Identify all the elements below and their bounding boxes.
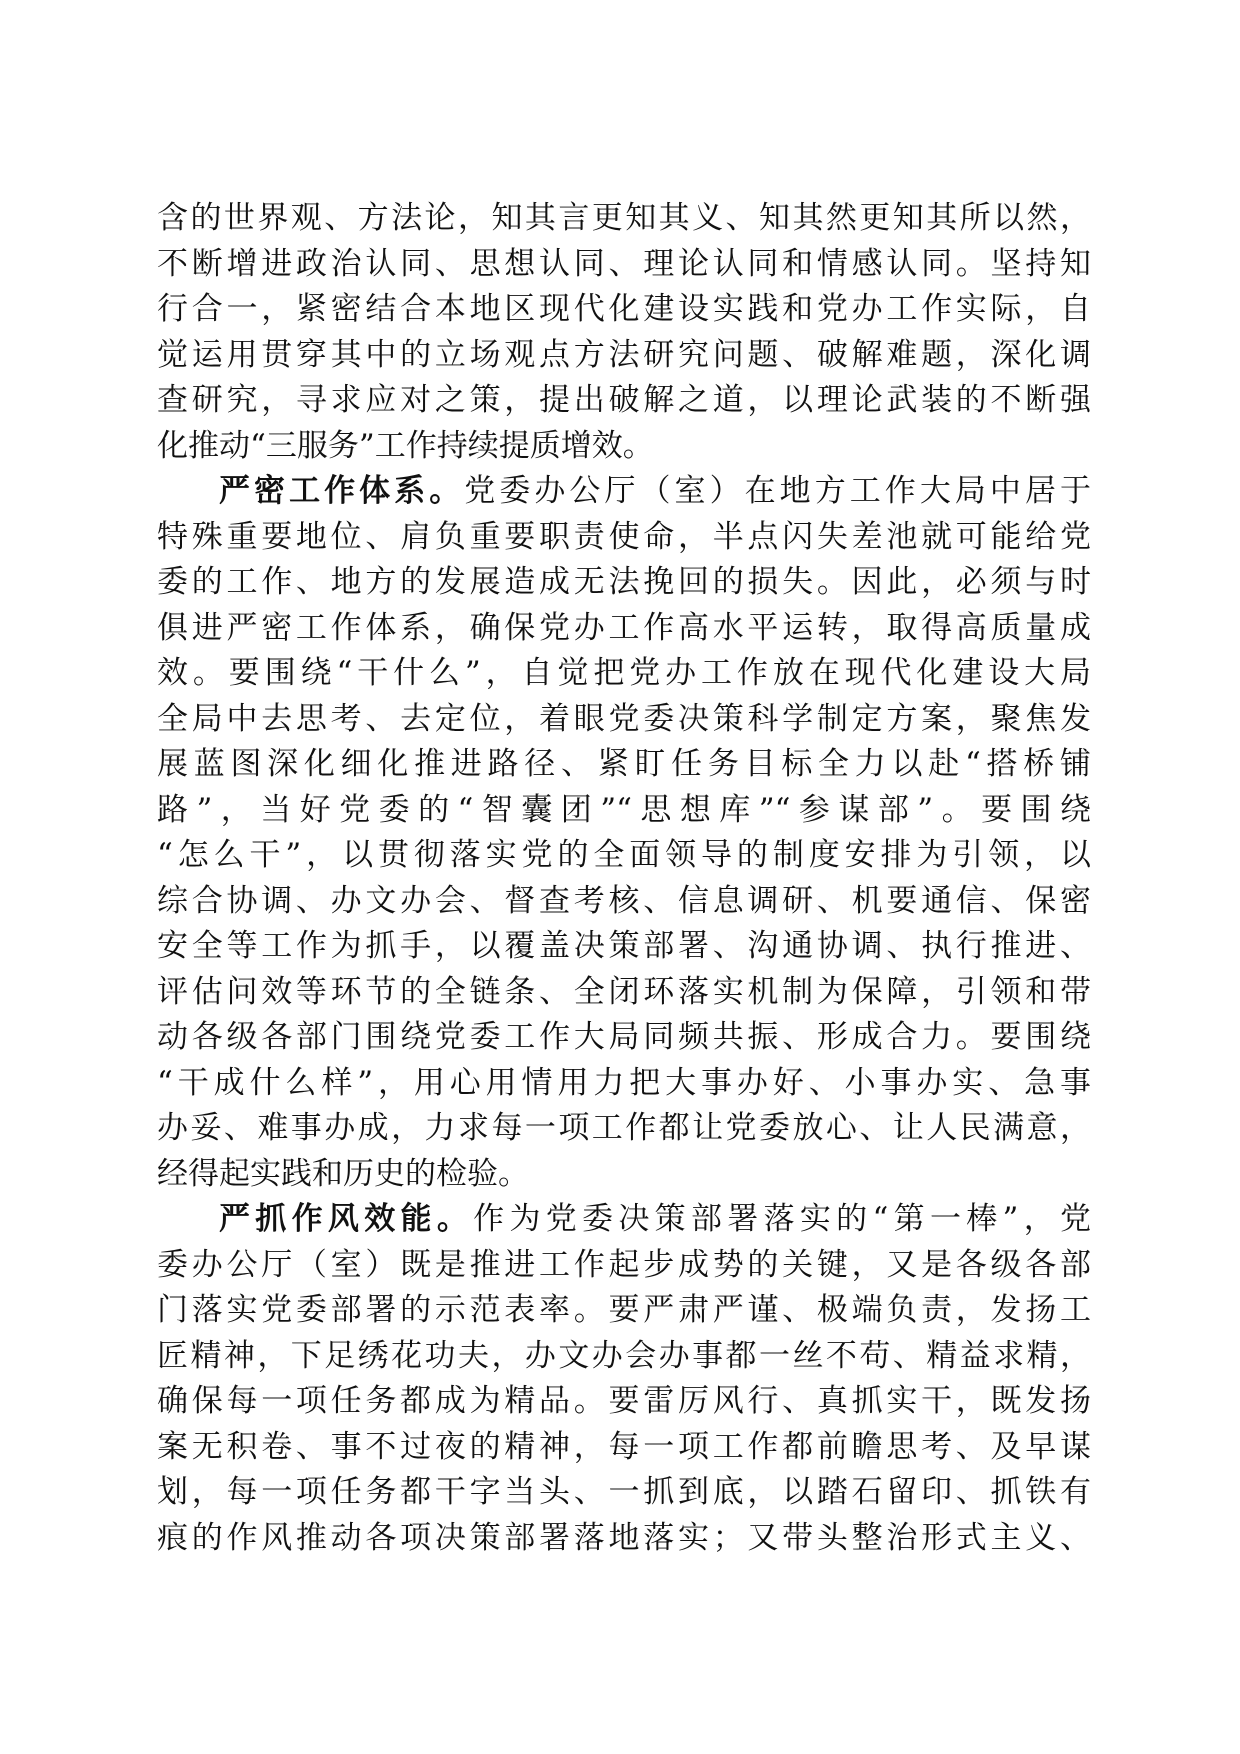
text-line: 痕的作风推动各项决策部署落地落实；又带头整治形式主义、 [157,1519,1091,1556]
text-line: 评估问效等环节的全链条、全闭环落实机制为保障，引领和带 [157,973,1091,1010]
text-line: 案无积卷、事不过夜的精神，每一项工作都前瞻思考、及早谋 [157,1428,1091,1465]
text-line: 俱进严密工作体系，确保党办工作高水平运转，取得高质量成 [157,609,1091,646]
text-line: 确保每一项任务都成为精品。要雷厉风行、真抓实干，既发扬 [157,1383,1091,1419]
text-line: 含的世界观、方法论，知其言更知其义、知其然更知其所以然， [157,200,1091,236]
paragraph-heading: 严抓作风效能。 [219,1201,474,1237]
text-line: 划，每一项任务都干字当头、一抓到底，以踏石留印、抓铁有 [157,1474,1091,1510]
text-line: 展蓝图深化细化推进路径、紧盯任务目标全力以赴“搭桥铺 [157,746,1091,782]
text-line: 经得起实践和历史的检验。 [157,1155,529,1192]
text-line: 行合一，紧密结合本地区现代化建设实践和党办工作实际，自 [157,291,1091,327]
text-line: 委的工作、地方的发展造成无法挽回的损失。因此，必须与时 [157,564,1091,600]
paragraph-1 [157,196,1091,469]
text-line: 综合协调、办文办会、督查考核、信息调研、机要通信、保密 [157,882,1091,919]
text-line: 化推动“三服务”工作持续提质增效。 [157,427,654,464]
text-line: 效。要围绕“干什么”，自觉把党办工作放在现代化建设大局 [157,655,1091,691]
paragraph-3 [157,1197,1091,1561]
text-line: 动各级各部门围绕党委工作大局同频共振、形成合力。要围绕 [157,1019,1091,1055]
paragraph-first-line [157,469,1091,515]
paragraph-heading: 严密工作体系。 [219,473,465,509]
text-line: “怎么干”，以贯彻落实党的全面领导的制度安排为引领，以 [157,837,1091,873]
text-line: 全局中去思考、去定位，着眼党委决策科学制定方案，聚焦发 [157,700,1091,737]
text-line: 匠精神，下足绣花功夫，办文办会办事都一丝不苟、精益求精， [157,1337,1091,1374]
text-line: 不断增进政治认同、思想认同、理论认同和情感认同。坚持知 [157,245,1091,282]
text-line: 查研究，寻求应对之策，提出破解之道，以理论武装的不断强 [157,382,1091,418]
paragraph-2 [157,469,1091,1197]
text-line: 安全等工作为抓手，以覆盖决策部署、沟通协调、执行推进、 [157,928,1091,964]
text-line: 门落实党委部署的示范表率。要严肃严谨、极端负责，发扬工 [157,1292,1091,1328]
text-line: “干成什么样”，用心用情用力把大事办好、小事办实、急事 [157,1064,1091,1101]
text-line: 觉运用贯穿其中的立场观点方法研究问题、破解难题，深化调 [157,336,1091,373]
text-line: 办妥、难事办成，力求每一项工作都让党委放心、让人民满意， [157,1110,1091,1146]
text-line: 路”，当好党委的“智囊团”“思想库”“参谋部”。要围绕 [157,791,1091,828]
text-segment: 党委办公厅（室）在地方工作大局中居于 [464,473,1092,509]
text-line: 特殊重要地位、肩负重要职责使命，半点闪失差池就可能给党 [157,518,1091,555]
paragraph-first-line [157,1197,1091,1243]
document-body [157,196,1091,1561]
text-line: 委办公厅（室）既是推进工作起步成势的关键，又是各级各部 [157,1246,1091,1283]
text-segment: 作为党委决策部署落实的“第一棒”，党 [473,1201,1092,1237]
